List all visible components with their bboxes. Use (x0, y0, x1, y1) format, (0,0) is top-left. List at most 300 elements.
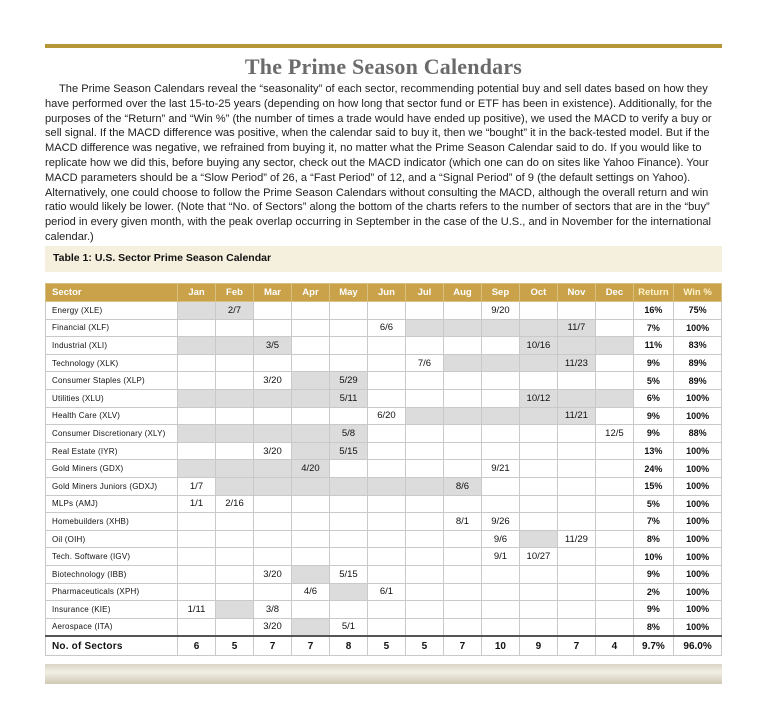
header-jan: Jan (177, 284, 216, 302)
win-cell: 100% (674, 319, 722, 337)
sector-count-cell: 5 (368, 636, 405, 656)
header-aug: Aug (444, 284, 481, 302)
month-cell (177, 442, 216, 460)
month-cell (557, 425, 596, 443)
month-cell (444, 354, 481, 372)
sector-count-cell: 5 (216, 636, 253, 656)
month-cell: 11/21 (557, 407, 596, 425)
month-cell (368, 354, 405, 372)
month-cell (253, 319, 292, 337)
month-cell (405, 389, 444, 407)
month-cell (292, 565, 329, 583)
month-cell (177, 372, 216, 390)
month-cell: 7/6 (405, 354, 444, 372)
return-cell: 9% (633, 425, 674, 443)
sector-name: MLPs (AMJ) (46, 495, 178, 513)
sector-count-cell: 8 (329, 636, 368, 656)
win-cell: 100% (674, 442, 722, 460)
sector-count-cell: 7 (444, 636, 481, 656)
month-cell (405, 477, 444, 495)
month-cell: 9/1 (481, 548, 520, 566)
month-cell (520, 354, 557, 372)
table-header-row (46, 284, 722, 302)
return-cell: 9% (633, 407, 674, 425)
month-cell (253, 548, 292, 566)
month-cell (596, 477, 633, 495)
header-sep: Sep (481, 284, 520, 302)
month-cell: 9/6 (481, 530, 520, 548)
header-mar: Mar (253, 284, 292, 302)
table-row (46, 372, 722, 390)
header-feb: Feb (216, 284, 253, 302)
month-cell (329, 319, 368, 337)
month-cell (216, 389, 253, 407)
month-cell (253, 354, 292, 372)
month-cell (596, 460, 633, 478)
month-cell (292, 495, 329, 513)
month-cell (596, 407, 633, 425)
month-cell (405, 372, 444, 390)
month-cell (405, 495, 444, 513)
win-cell: 100% (674, 407, 722, 425)
month-cell (481, 565, 520, 583)
month-cell (405, 442, 444, 460)
month-cell (557, 601, 596, 619)
month-cell: 6/20 (368, 407, 405, 425)
sector-name: Homebuilders (XHB) (46, 513, 178, 531)
month-cell: 3/5 (253, 337, 292, 355)
month-cell (292, 601, 329, 619)
header-may: May (329, 284, 368, 302)
month-cell (177, 319, 216, 337)
sector-count-cell: 7 (557, 636, 596, 656)
month-cell (253, 389, 292, 407)
month-cell (329, 513, 368, 531)
month-cell: 3/20 (253, 565, 292, 583)
month-cell (481, 442, 520, 460)
win-cell: 100% (674, 583, 722, 601)
month-cell (520, 565, 557, 583)
month-cell (216, 601, 253, 619)
month-cell: 1/11 (177, 601, 216, 619)
month-cell (405, 565, 444, 583)
month-cell (557, 372, 596, 390)
month-cell (444, 583, 481, 601)
return-cell: 8% (633, 618, 674, 636)
month-cell (177, 302, 216, 320)
month-cell (405, 460, 444, 478)
return-cell: 7% (633, 319, 674, 337)
month-cell: 4/20 (292, 460, 329, 478)
month-cell (216, 425, 253, 443)
win-cell: 100% (674, 460, 722, 478)
month-cell (557, 442, 596, 460)
return-cell: 9% (633, 354, 674, 372)
month-cell (444, 372, 481, 390)
sector-count-cell: 6 (177, 636, 216, 656)
header-jul: Jul (405, 284, 444, 302)
month-cell: 12/5 (596, 425, 633, 443)
return-cell: 15% (633, 477, 674, 495)
month-cell (292, 319, 329, 337)
month-cell (368, 442, 405, 460)
sector-name: Health Care (XLV) (46, 407, 178, 425)
month-cell (329, 495, 368, 513)
month-cell (444, 319, 481, 337)
month-cell (596, 389, 633, 407)
month-cell: 5/8 (329, 425, 368, 443)
table-caption: Table 1: U.S. Sector Prime Season Calendar (53, 252, 272, 264)
sector-name: Real Estate (IYR) (46, 442, 178, 460)
sector-name: Insurance (KIE) (46, 601, 178, 619)
month-cell (596, 601, 633, 619)
month-cell: 10/16 (520, 337, 557, 355)
header-sector: Sector (46, 284, 178, 302)
month-cell (368, 372, 405, 390)
month-cell (368, 337, 405, 355)
month-cell: 8/6 (444, 477, 481, 495)
month-cell (405, 618, 444, 636)
month-cell: 5/29 (329, 372, 368, 390)
month-cell (405, 583, 444, 601)
month-cell (368, 530, 405, 548)
month-cell (405, 530, 444, 548)
table-row (46, 583, 722, 601)
return-cell: 6% (633, 389, 674, 407)
month-cell (444, 442, 481, 460)
month-cell (596, 319, 633, 337)
month-cell (520, 407, 557, 425)
month-cell: 5/1 (329, 618, 368, 636)
month-cell (520, 372, 557, 390)
month-cell (405, 319, 444, 337)
month-cell (596, 618, 633, 636)
month-cell: 3/20 (253, 618, 292, 636)
month-cell (520, 442, 557, 460)
month-cell (177, 548, 216, 566)
sector-count-cell: 10 (481, 636, 520, 656)
month-cell (557, 460, 596, 478)
month-cell (596, 513, 633, 531)
month-cell (444, 495, 481, 513)
month-cell (216, 442, 253, 460)
table-row (46, 565, 722, 583)
return-cell: 2% (633, 583, 674, 601)
header-dec: Dec (596, 284, 633, 302)
table-row (46, 354, 722, 372)
month-cell (216, 513, 253, 531)
month-cell: 2/7 (216, 302, 253, 320)
month-cell (177, 337, 216, 355)
totals-label: No. of Sectors (46, 636, 178, 656)
month-cell (557, 618, 596, 636)
month-cell (329, 407, 368, 425)
month-cell (368, 565, 405, 583)
month-cell (596, 442, 633, 460)
win-cell: 100% (674, 495, 722, 513)
win-cell: 88% (674, 425, 722, 443)
month-cell (329, 583, 368, 601)
sector-calendar-table (45, 283, 722, 656)
month-cell (520, 583, 557, 601)
month-cell (444, 302, 481, 320)
win-cell: 100% (674, 477, 722, 495)
month-cell: 2/16 (216, 495, 253, 513)
month-cell (253, 530, 292, 548)
month-cell (520, 460, 557, 478)
sector-name: Consumer Staples (XLP) (46, 372, 178, 390)
month-cell (177, 407, 216, 425)
month-cell (481, 601, 520, 619)
month-cell (292, 302, 329, 320)
header-apr: Apr (292, 284, 329, 302)
month-cell (444, 618, 481, 636)
month-cell (216, 372, 253, 390)
return-cell: 24% (633, 460, 674, 478)
return-cell: 5% (633, 495, 674, 513)
return-cell: 11% (633, 337, 674, 355)
month-cell (216, 354, 253, 372)
month-cell (481, 618, 520, 636)
month-cell (481, 407, 520, 425)
month-cell (368, 425, 405, 443)
header-win: Win % (674, 284, 722, 302)
month-cell (405, 302, 444, 320)
month-cell (596, 372, 633, 390)
month-cell: 5/15 (329, 565, 368, 583)
month-cell (368, 548, 405, 566)
month-cell (405, 548, 444, 566)
month-cell (405, 337, 444, 355)
month-cell: 11/29 (557, 530, 596, 548)
month-cell (329, 302, 368, 320)
win-cell: 89% (674, 372, 722, 390)
month-cell (216, 583, 253, 601)
month-cell (292, 442, 329, 460)
month-cell (368, 601, 405, 619)
sector-count-cell: 7 (292, 636, 329, 656)
sector-name: Gold Miners Juniors (GDXJ) (46, 477, 178, 495)
month-cell (520, 618, 557, 636)
month-cell: 4/6 (292, 583, 329, 601)
table-row (46, 425, 722, 443)
month-cell: 9/20 (481, 302, 520, 320)
month-cell (177, 618, 216, 636)
table-row (46, 477, 722, 495)
win-cell: 89% (674, 354, 722, 372)
month-cell: 6/6 (368, 319, 405, 337)
sector-name: Gold Miners (GDX) (46, 460, 178, 478)
month-cell: 1/7 (177, 477, 216, 495)
return-cell: 5% (633, 372, 674, 390)
header-nov: Nov (557, 284, 596, 302)
month-cell (444, 565, 481, 583)
month-cell (557, 337, 596, 355)
sector-name: Pharmaceuticals (XPH) (46, 583, 178, 601)
month-cell (557, 548, 596, 566)
month-cell (368, 513, 405, 531)
month-cell (216, 530, 253, 548)
table-row (46, 460, 722, 478)
month-cell (216, 460, 253, 478)
table-row (46, 389, 722, 407)
table-row (46, 513, 722, 531)
month-cell (368, 460, 405, 478)
month-cell (405, 513, 444, 531)
win-cell: 100% (674, 601, 722, 619)
month-cell (292, 407, 329, 425)
month-cell (329, 601, 368, 619)
bottom-decorative-band (45, 664, 722, 684)
month-cell (216, 565, 253, 583)
month-cell (368, 495, 405, 513)
month-cell: 5/15 (329, 442, 368, 460)
month-cell (520, 495, 557, 513)
month-cell (292, 513, 329, 531)
month-cell (292, 530, 329, 548)
sector-name: Industrial (XLI) (46, 337, 178, 355)
month-cell (557, 302, 596, 320)
table-row (46, 442, 722, 460)
month-cell (253, 407, 292, 425)
month-cell (444, 425, 481, 443)
month-cell (481, 495, 520, 513)
table-row (46, 407, 722, 425)
win-cell: 100% (674, 548, 722, 566)
month-cell (177, 425, 216, 443)
month-cell (520, 601, 557, 619)
win-cell: 100% (674, 513, 722, 531)
month-cell (481, 354, 520, 372)
month-cell (557, 583, 596, 601)
month-cell (253, 302, 292, 320)
month-cell (596, 302, 633, 320)
month-cell (216, 548, 253, 566)
win-cell: 100% (674, 530, 722, 548)
table-row (46, 495, 722, 513)
month-cell (368, 302, 405, 320)
month-cell (177, 389, 216, 407)
intro-text: The Prime Season Calendars reveal the “seasonality” of each sector, recommending potential buy and sell dates based on how they have performed over the last 15-to-25 years (depending on how long that sector fund or ETF has been in existence). Additionally, for the purposes of the “Return” and “Win %” (the number of times a trade would have ended up positive), we used the MACD to verify a buy or sell signal. If the MACD difference was positive, when the calendar said to buy it, then we “bought” it in the back-tested model. But if the MACD difference was negative, we refrained from buying it, no matter what the Prime Season Calendar said to do. If you would like to replicate how we did this, before buying any sector, check out the MACD indicator (which one can do on sites like Yahoo Finance). Your MACD parameters should be a “Slow Period” of 26, a “Fast Period” of 12, and a “Signal Period” of 9 (the default settings on Yahoo). Alternatively, one could choose to follow the Prime Season Calendars without consulting the MACD, although the overall return and win ratio would likely be lower. (Note that “No. of Sectors” along the bottom of the charts refers to the number of sectors that are in the “buy” period in every given month, with the peak overlap occurring in September in the case of the U.S., and in November for the international calendar.) (45, 83, 713, 243)
month-cell (253, 495, 292, 513)
month-cell (253, 583, 292, 601)
table-row (46, 530, 722, 548)
sector-name: Aerospace (ITA) (46, 618, 178, 636)
month-cell (177, 530, 216, 548)
month-cell (405, 601, 444, 619)
month-cell (596, 583, 633, 601)
month-cell (177, 583, 216, 601)
month-cell (216, 319, 253, 337)
return-cell: 7% (633, 513, 674, 531)
intro-paragraph (45, 82, 722, 245)
win-cell: 100% (674, 565, 722, 583)
table-row (46, 337, 722, 355)
month-cell (596, 565, 633, 583)
month-cell: 8/1 (444, 513, 481, 531)
month-cell: 9/21 (481, 460, 520, 478)
month-cell: 1/1 (177, 495, 216, 513)
totals-row (46, 636, 722, 656)
month-cell (481, 583, 520, 601)
table-row (46, 302, 722, 320)
sector-name: Tech. Software (IGV) (46, 548, 178, 566)
sector-name: Biotechnology (IBB) (46, 565, 178, 583)
month-cell: 3/20 (253, 442, 292, 460)
month-cell (292, 548, 329, 566)
month-cell: 10/12 (520, 389, 557, 407)
month-cell (557, 495, 596, 513)
month-cell (444, 407, 481, 425)
sector-name: Energy (XLE) (46, 302, 178, 320)
month-cell: 5/11 (329, 389, 368, 407)
month-cell (292, 425, 329, 443)
month-cell (405, 425, 444, 443)
month-cell (557, 513, 596, 531)
sector-name: Oil (OIH) (46, 530, 178, 548)
sector-name: Technology (XLK) (46, 354, 178, 372)
win-cell: 75% (674, 302, 722, 320)
month-cell: 3/20 (253, 372, 292, 390)
return-cell: 8% (633, 530, 674, 548)
header-jun: Jun (368, 284, 405, 302)
sector-name: Consumer Discretionary (XLY) (46, 425, 178, 443)
month-cell (292, 372, 329, 390)
total-win-cell: 96.0% (674, 636, 722, 656)
month-cell: 6/1 (368, 583, 405, 601)
header-return: Return (633, 284, 674, 302)
month-cell (253, 460, 292, 478)
month-cell: 11/7 (557, 319, 596, 337)
return-cell: 16% (633, 302, 674, 320)
month-cell (444, 460, 481, 478)
month-cell (444, 530, 481, 548)
header-oct: Oct (520, 284, 557, 302)
win-cell: 100% (674, 389, 722, 407)
month-cell (520, 302, 557, 320)
month-cell (444, 601, 481, 619)
month-cell (292, 618, 329, 636)
month-cell (557, 389, 596, 407)
month-cell (329, 460, 368, 478)
month-cell (329, 530, 368, 548)
month-cell (177, 354, 216, 372)
month-cell (177, 565, 216, 583)
month-cell: 9/26 (481, 513, 520, 531)
month-cell (216, 337, 253, 355)
month-cell (368, 618, 405, 636)
month-cell (292, 477, 329, 495)
month-cell (216, 407, 253, 425)
page-title: The Prime Season Calendars (244, 54, 523, 79)
month-cell (596, 495, 633, 513)
month-cell (596, 548, 633, 566)
month-cell (253, 513, 292, 531)
top-rule (45, 44, 722, 48)
month-cell (444, 337, 481, 355)
month-cell (557, 477, 596, 495)
month-cell (596, 337, 633, 355)
table-row (46, 548, 722, 566)
month-cell (557, 565, 596, 583)
sector-count-cell: 4 (596, 636, 633, 656)
month-cell (520, 319, 557, 337)
month-cell (481, 319, 520, 337)
month-cell (292, 354, 329, 372)
month-cell (368, 477, 405, 495)
month-cell (596, 354, 633, 372)
month-cell (596, 530, 633, 548)
